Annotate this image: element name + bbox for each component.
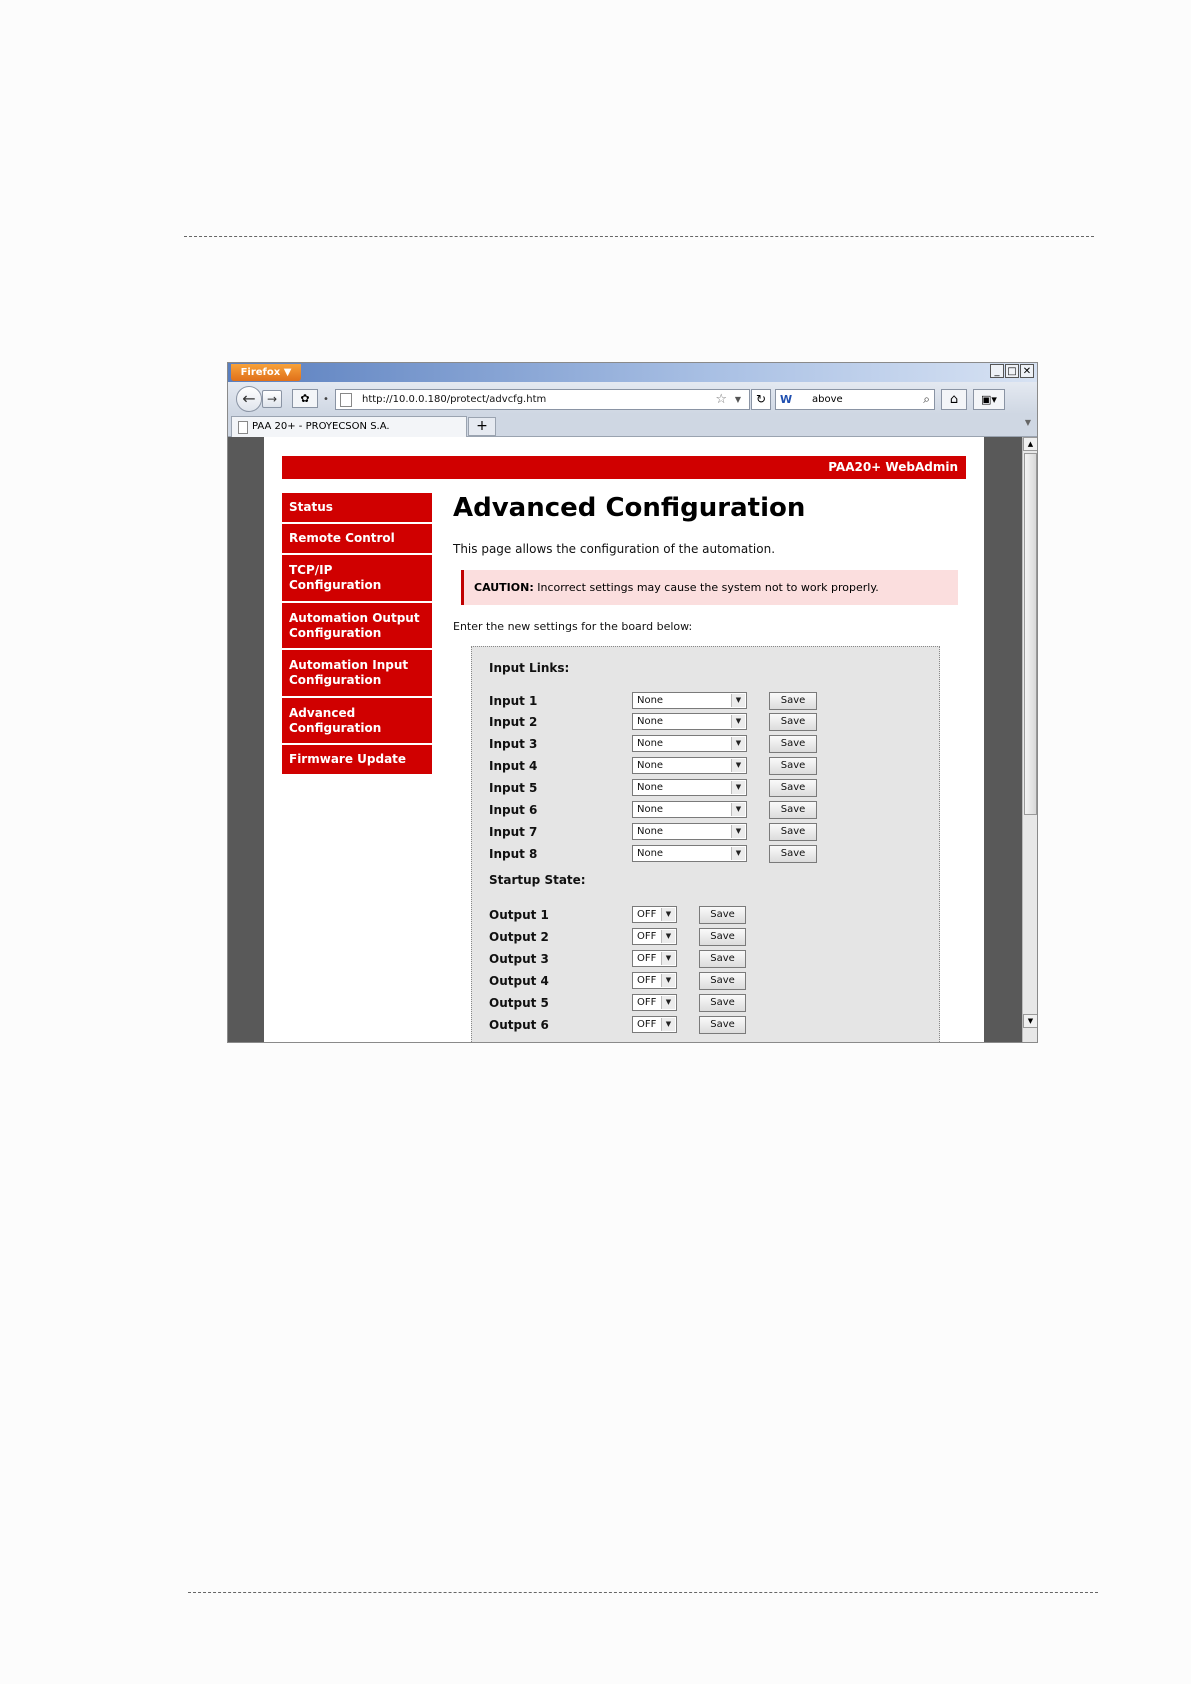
save-button[interactable]: Save	[699, 928, 746, 946]
search-engine-icon[interactable]: W	[780, 393, 793, 406]
output-label: Output 4	[489, 974, 549, 988]
save-button[interactable]: Save	[769, 801, 817, 819]
input-label: Input 4	[489, 759, 538, 773]
tab-active[interactable]	[231, 416, 467, 437]
sidebar-item-status[interactable]	[282, 493, 432, 524]
chevron-down-icon[interactable]: ▼	[731, 847, 745, 860]
select-value: None	[637, 716, 664, 727]
caution-label: CAUTION:	[474, 581, 534, 594]
firefox-menu-button[interactable]: Firefox ▼	[231, 364, 301, 381]
sidebar-item-automation-output[interactable]	[282, 603, 432, 650]
chevron-down-icon[interactable]: ▼	[661, 974, 675, 987]
input-label: Input 1	[489, 694, 538, 708]
url-text[interactable]: http://10.0.0.180/protect/advcfg.htm	[362, 394, 547, 405]
reload-icon[interactable]: ↻	[751, 389, 771, 410]
page-title: Advanced Configuration	[453, 493, 806, 523]
bookmarks-icon[interactable]: ✿	[292, 389, 318, 408]
chevron-down-icon[interactable]: ▼	[661, 996, 675, 1009]
input-link-select[interactable]	[632, 823, 747, 840]
sidebar-item-label: Automation Input Configuration	[289, 658, 409, 687]
save-button[interactable]: Save	[769, 735, 817, 753]
select-value: OFF	[637, 1019, 657, 1030]
chevron-down-icon[interactable]: ▼	[661, 930, 675, 943]
tab-list-icon[interactable]: ▼	[1024, 418, 1031, 427]
sidebar-nav	[282, 493, 432, 776]
startup-state-select[interactable]	[632, 972, 677, 989]
select-value: None	[637, 782, 664, 793]
chevron-down-icon[interactable]: ▼	[731, 737, 745, 750]
select-value: None	[637, 738, 664, 749]
new-tab-button[interactable]: +	[468, 417, 496, 436]
save-button[interactable]: Save	[699, 972, 746, 990]
search-icon[interactable]: ⌕	[923, 392, 930, 406]
site-header: PAA20+ WebAdmin	[282, 456, 966, 479]
save-button[interactable]: Save	[769, 757, 817, 775]
select-value: OFF	[637, 931, 657, 942]
scroll-up-icon[interactable]: ▲	[1023, 437, 1038, 451]
sidebar-item-automation-input[interactable]	[282, 650, 432, 698]
input-label: Input 3	[489, 737, 538, 751]
top-divider	[184, 236, 1094, 237]
output-label: Output 1	[489, 908, 549, 922]
home-icon[interactable]: ⌂	[941, 389, 967, 410]
input-label: Input 7	[489, 825, 538, 839]
chevron-down-icon[interactable]: ▼	[661, 952, 675, 965]
startup-state-select[interactable]	[632, 994, 677, 1011]
input-link-select[interactable]	[632, 713, 747, 730]
sidebar-item-label: TCP/IP Configuration	[289, 563, 382, 592]
settings-form	[471, 646, 940, 1043]
sidebar-item-label: Status	[289, 500, 333, 514]
startup-state-label: Startup State:	[489, 873, 586, 887]
select-value: None	[637, 804, 664, 815]
browser-window	[227, 362, 1038, 1043]
save-button[interactable]: Save	[699, 1016, 746, 1034]
save-button[interactable]: Save	[769, 713, 817, 731]
select-value: None	[637, 826, 664, 837]
save-button[interactable]: Save	[769, 845, 817, 863]
input-link-select[interactable]	[632, 735, 747, 752]
select-value: None	[637, 848, 664, 859]
page-icon	[340, 393, 352, 407]
output-label: Output 5	[489, 996, 549, 1010]
select-value: OFF	[637, 975, 657, 986]
input-label: Input 6	[489, 803, 538, 817]
select-value: None	[637, 695, 664, 706]
title-bar	[228, 363, 1037, 382]
input-link-select[interactable]	[632, 692, 747, 709]
output-label: Output 3	[489, 952, 549, 966]
navigation-toolbar	[228, 382, 1037, 414]
input-label: Input 2	[489, 715, 538, 729]
input-link-select[interactable]	[632, 801, 747, 818]
chevron-down-icon[interactable]: ▼	[731, 781, 745, 794]
chevron-down-icon[interactable]: ▼	[731, 803, 745, 816]
save-button[interactable]: Save	[699, 994, 746, 1012]
search-bar[interactable]	[775, 389, 935, 410]
startup-state-select[interactable]	[632, 950, 677, 967]
output-label: Output 6	[489, 1018, 549, 1032]
page-viewport	[228, 437, 1022, 1043]
intro-text: This page allows the configuration of the automation.	[453, 542, 776, 556]
sidebar-item-label: Advanced Configuration	[289, 705, 382, 735]
startup-state-select[interactable]	[632, 906, 677, 923]
close-icon[interactable]: ✕	[1020, 364, 1034, 378]
sidebar-item-firmware-update[interactable]	[282, 745, 432, 776]
startup-state-select[interactable]	[632, 928, 677, 945]
input-link-select[interactable]	[632, 845, 747, 862]
bottom-divider	[188, 1592, 1098, 1593]
addon-bar-icon[interactable]: ▣▾	[973, 389, 1005, 410]
input-link-select[interactable]	[632, 757, 747, 774]
input-link-select[interactable]	[632, 779, 747, 796]
chevron-down-icon[interactable]: ▼	[731, 759, 745, 772]
web-page	[264, 437, 984, 1043]
select-value: None	[637, 760, 664, 771]
input-links-label: Input Links:	[489, 661, 570, 675]
caution-box	[461, 570, 958, 605]
output-label: Output 2	[489, 930, 549, 944]
chevron-down-icon[interactable]: ▼	[734, 395, 741, 404]
vertical-scrollbar[interactable]	[1022, 437, 1038, 1043]
startup-state-select[interactable]	[632, 1016, 677, 1033]
tab-title: PAA 20+ - PROYECSON S.A.	[252, 421, 390, 432]
tab-bar	[228, 414, 1037, 437]
maximize-icon[interactable]: □	[1005, 364, 1019, 378]
select-value: OFF	[637, 997, 657, 1008]
forward-arrow-icon[interactable]: →	[262, 390, 282, 408]
back-arrow-icon[interactable]: ←	[236, 386, 262, 412]
dropdown-dot-icon[interactable]: •	[323, 394, 329, 405]
select-value: OFF	[637, 953, 657, 964]
page-icon	[238, 421, 248, 434]
save-button[interactable]: Save	[769, 779, 817, 797]
chevron-down-icon[interactable]: ▼	[661, 908, 675, 921]
scroll-down-icon[interactable]: ▼	[1023, 1014, 1038, 1028]
sidebar-item-advanced-configuration[interactable]	[282, 698, 432, 745]
sidebar-item-label: Automation Output Configuration	[289, 610, 420, 640]
save-button[interactable]: Save	[699, 950, 746, 968]
sidebar-item-label: Remote Control	[289, 531, 395, 545]
instructions-text: Enter the new settings for the board below:	[453, 620, 693, 633]
minimize-icon[interactable]: _	[990, 364, 1004, 378]
save-button[interactable]: Save	[769, 823, 817, 841]
caution-text: Incorrect settings may cause the system not to work properly.	[533, 581, 879, 594]
chevron-down-icon[interactable]: ▼	[661, 1018, 675, 1031]
chevron-down-icon[interactable]: ▼	[731, 715, 745, 728]
bookmark-star-icon[interactable]: ☆	[715, 392, 727, 407]
save-button[interactable]: Save	[699, 906, 746, 924]
window-controls	[990, 364, 1034, 378]
input-label: Input 5	[489, 781, 538, 795]
sidebar-item-label: Firmware Update	[289, 752, 407, 766]
sidebar-item-tcpip-configuration[interactable]	[282, 555, 432, 603]
select-value: OFF	[637, 909, 657, 920]
url-bar[interactable]	[335, 389, 750, 410]
scrollbar-thumb[interactable]	[1024, 453, 1037, 815]
sidebar-item-remote-control[interactable]	[282, 524, 432, 555]
search-input[interactable]: above	[812, 394, 843, 405]
chevron-down-icon[interactable]: ▼	[731, 694, 745, 707]
input-label: Input 8	[489, 847, 538, 861]
save-button[interactable]: Save	[769, 692, 817, 710]
chevron-down-icon[interactable]: ▼	[731, 825, 745, 838]
